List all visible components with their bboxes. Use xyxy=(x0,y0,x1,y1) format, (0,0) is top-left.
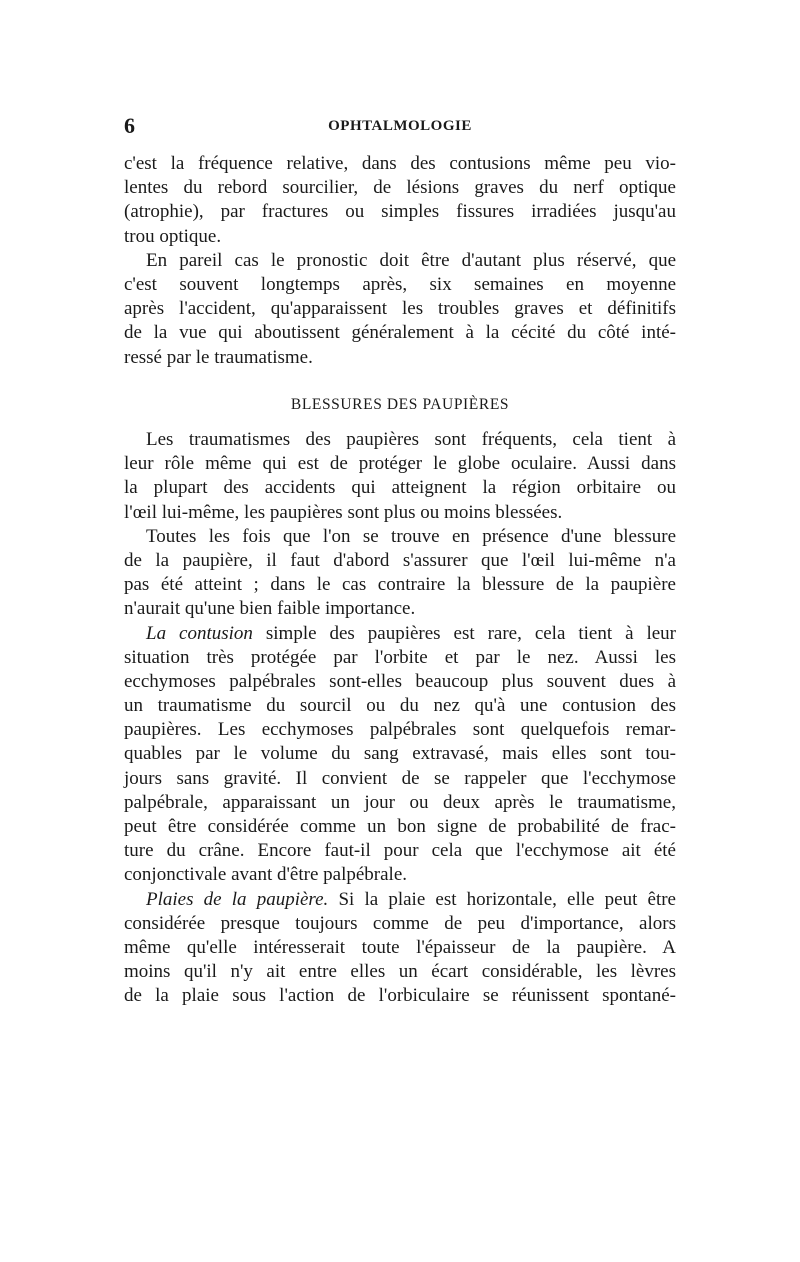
line-rest: Si la plaie est horizontale, elle peut être xyxy=(328,888,676,910)
text-line xyxy=(124,888,676,912)
text-line: même qu'elle intéresserait toute l'épaisseur de la paupière. A xyxy=(124,936,676,958)
text-line: palpébrale, apparaissant un jour ou deux après le traumatisme, xyxy=(124,791,676,813)
text-line: moins qu'il n'y ait entre elles un écart considérable, les lèvres xyxy=(124,961,676,983)
text-line: n'aurait qu'une bien faible importance. xyxy=(124,598,416,620)
section-heading: BLESSURES DES PAUPIÈRES xyxy=(290,396,510,413)
text-line: un traumatisme du sourcil ou du nez qu'à une contusion des xyxy=(124,695,676,717)
italic-lead: La contusion xyxy=(146,622,253,644)
paragraph-block-2 xyxy=(124,428,676,1009)
italic-lead: Plaies de la paupière. xyxy=(146,888,329,910)
text-line: ecchymoses palpébrales sont-elles beaucoup plus souvent dues à xyxy=(124,670,676,692)
text-line: ture du crâne. Encore faut-il pour cela que l'ecchymose ait été xyxy=(124,840,676,862)
text-line: peut être considérée comme un bon signe de probabilité de frac- xyxy=(124,816,676,837)
text-line: de la vue qui aboutissent généralement à la cécité du côté inté- xyxy=(124,322,676,344)
text-line: conjonctivale avant d'être palpébrale. xyxy=(124,864,408,886)
text-line: pas été atteint ; dans le cas contraire la blessure de la paupière xyxy=(124,574,676,596)
text-line: de la plaie sous l'action de l'orbiculaire se réunissent spontané- xyxy=(124,985,676,1007)
text-line: ressé par le traumatisme. xyxy=(124,346,313,368)
text-line: Toutes les fois que l'on se trouve en présence d'une blessure xyxy=(146,525,676,547)
running-title: OPHTALMOLOGIE xyxy=(328,118,472,134)
text-line: paupières. Les ecchymoses palpébrales sont quelquefois remar- xyxy=(124,719,676,741)
text-line: (atrophie), par fractures ou simples fissures irradiées jusqu'au xyxy=(124,201,676,223)
line-rest: simple des paupières est rare, cela tient à leur xyxy=(252,622,677,644)
text-line: quables par le volume du sang extravasé, mais elles sont tou- xyxy=(124,743,676,765)
text-line: trou optique. xyxy=(124,225,222,247)
text-line: considérée presque toujours comme de peu d'importance, alors xyxy=(124,912,676,934)
text-line xyxy=(124,622,676,646)
text-line: En pareil cas le pronostic doit être d'autant plus réservé, que xyxy=(146,249,676,271)
text-line: situation très protégée par l'orbite et par le nez. Aussi les xyxy=(124,646,676,668)
text-line: leur rôle même qui est de protéger le globe oculaire. Aussi dans xyxy=(124,453,676,475)
text-line: Les traumatismes des paupières sont fréquents, cela tient à xyxy=(146,429,676,450)
paragraph-block-1 xyxy=(124,152,676,370)
text-line: jours sans gravité. Il convient de se rappeler que l'ecchymose xyxy=(124,767,676,789)
text-line: lentes du rebord sourcilier, de lésions graves du nerf optique xyxy=(124,177,676,199)
text-line: c'est souvent longtemps après, six semaines en moyenne xyxy=(124,273,676,295)
text-line: l'œil lui-même, les paupières sont plus ou moins blessées. xyxy=(124,501,563,523)
text-line: c'est la fréquence relative, dans des contusions même peu vio- xyxy=(124,153,676,174)
text-line: la plupart des accidents qui atteignent la région orbitaire ou xyxy=(124,477,676,499)
text-line: après l'accident, qu'apparaissent les troubles graves et définitifs xyxy=(124,298,676,320)
page-number: 6 xyxy=(124,113,135,138)
text-line: de la paupière, il faut d'abord s'assurer que l'œil lui-même n'a xyxy=(124,549,676,571)
page-header xyxy=(124,113,676,143)
